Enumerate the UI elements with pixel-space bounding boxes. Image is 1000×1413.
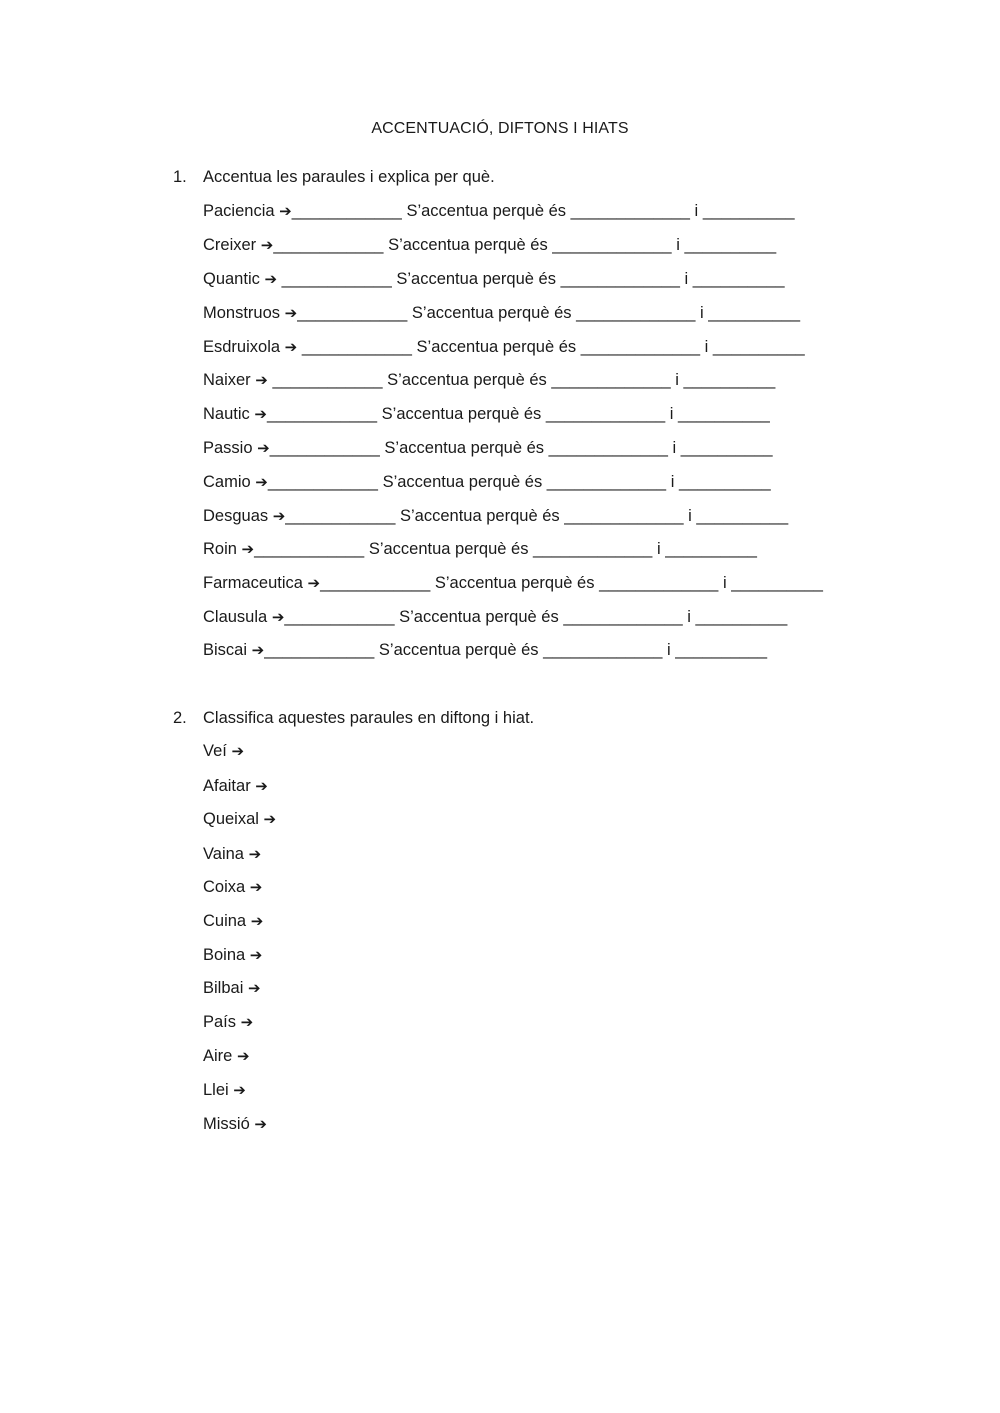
answer-blank[interactable]: _____________: [560, 270, 680, 288]
q2-item: [203, 1115, 267, 1134]
answer-blank[interactable]: __________: [678, 473, 771, 491]
q1-conjunction: i: [700, 304, 704, 322]
q1-word: Creixer: [203, 236, 257, 254]
q1-item: [203, 371, 775, 390]
q2-word: Aire: [203, 1047, 233, 1065]
q2-item: [203, 845, 261, 864]
q1-item: [203, 507, 788, 526]
answer-blank[interactable]: __________: [692, 270, 785, 288]
q1-explanation: S’accentua perquè és: [381, 405, 542, 423]
q2-item: [203, 1047, 250, 1066]
arrow-right-icon: ➔: [249, 946, 263, 964]
q1-conjunction: i: [667, 641, 671, 659]
q1-item: [203, 540, 757, 559]
answer-blank[interactable]: _____________: [545, 405, 666, 423]
q1-conjunction: i: [675, 371, 679, 389]
q1-conjunction: i: [687, 608, 691, 626]
q2-item: [203, 912, 263, 931]
arrow-right-icon: ➔: [249, 878, 263, 896]
q1-conjunction: i: [676, 236, 680, 254]
arrow-right-icon: ➔: [233, 1081, 246, 1099]
answer-blank[interactable]: ____________: [284, 608, 395, 626]
answer-blank[interactable]: __________: [702, 202, 795, 220]
answer-blank[interactable]: ____________: [273, 236, 384, 254]
q1-item: [203, 473, 771, 492]
answer-blank[interactable]: ____________: [266, 405, 378, 423]
q1-word: Quantic: [203, 270, 260, 288]
q1-word: Naixer: [203, 371, 251, 389]
arrow-right-icon: ➔: [255, 777, 268, 795]
arrow-right-icon: ➔: [250, 912, 264, 930]
q1-word: Camio: [203, 473, 251, 491]
q2-word: Boina: [203, 946, 246, 964]
q2-word: País: [203, 1013, 237, 1031]
q2-item: [203, 946, 262, 965]
arrow-right-icon: ➔: [284, 304, 298, 322]
arrow-right-icon: ➔: [251, 641, 265, 659]
q1-word: Monstruos: [203, 304, 281, 322]
question-2-prompt: Classifica aquestes paraules en diftong i hiat.: [203, 709, 535, 727]
arrow-right-icon: ➔: [254, 1115, 267, 1133]
q1-conjunction: i: [670, 473, 675, 491]
q2-item: [203, 878, 262, 897]
q1-explanation: S’accentua perquè és: [382, 473, 543, 491]
arrow-right-icon: ➔: [264, 270, 278, 288]
arrow-right-icon: ➔: [236, 1047, 250, 1065]
q2-word: Bilbai: [203, 979, 244, 997]
question-1-number: 1.: [173, 168, 187, 186]
q1-item: [203, 304, 800, 323]
arrow-right-icon: ➔: [255, 371, 268, 389]
q2-word: Cuina: [203, 912, 247, 930]
q1-word: Paciencia: [203, 202, 275, 220]
q1-explanation: S’accentua perquè és: [388, 236, 548, 254]
answer-blank[interactable]: ____________: [269, 439, 380, 457]
question-2-heading: [173, 709, 534, 728]
answer-blank[interactable]: __________: [696, 507, 789, 525]
arrow-right-icon: ➔: [271, 608, 285, 626]
answer-blank[interactable]: ____________: [297, 304, 408, 322]
answer-blank[interactable]: ____________: [291, 202, 402, 220]
q2-word: Veí: [203, 742, 227, 760]
answer-blank[interactable]: _____________: [551, 371, 671, 389]
arrow-right-icon: ➔: [248, 845, 262, 863]
answer-blank[interactable]: __________: [708, 304, 801, 322]
arrow-right-icon: ➔: [241, 540, 255, 558]
q2-word: Llei: [203, 1081, 229, 1099]
q2-word: Queixal: [203, 810, 259, 828]
answer-blank[interactable]: __________: [684, 236, 777, 254]
answer-blank[interactable]: __________: [683, 371, 776, 389]
answer-blank[interactable]: _____________: [599, 574, 719, 592]
answer-blank[interactable]: ____________: [264, 641, 375, 659]
answer-blank[interactable]: __________: [665, 540, 757, 558]
answer-blank[interactable]: ____________: [272, 371, 383, 389]
arrow-right-icon: ➔: [254, 405, 267, 423]
arrow-right-icon: ➔: [260, 236, 274, 254]
q1-item: [203, 270, 785, 289]
answer-blank[interactable]: __________: [678, 405, 770, 423]
q1-item: [203, 236, 776, 255]
q2-item: [203, 777, 268, 796]
answer-blank[interactable]: ____________: [267, 473, 378, 491]
answer-blank[interactable]: _____________: [563, 608, 683, 626]
answer-blank[interactable]: _____________: [580, 338, 701, 356]
q1-conjunction: i: [672, 439, 677, 457]
q2-item: [203, 1013, 253, 1032]
answer-blank[interactable]: ____________: [301, 338, 412, 356]
answer-blank[interactable]: ____________: [254, 540, 365, 558]
q1-conjunction: i: [684, 270, 689, 288]
q1-explanation: S’accentua perquè és: [411, 304, 572, 322]
answer-blank[interactable]: _____________: [564, 507, 684, 525]
q2-word: Coixa: [203, 878, 246, 896]
arrow-right-icon: ➔: [231, 742, 245, 760]
arrow-right-icon: ➔: [247, 979, 261, 997]
q1-explanation: S’accentua perquè és: [416, 338, 577, 356]
answer-blank[interactable]: _____________: [546, 473, 667, 491]
answer-blank[interactable]: _____________: [533, 540, 653, 558]
q1-explanation: S’accentua perquè és: [434, 574, 595, 592]
q1-item: [203, 439, 773, 458]
answer-blank[interactable]: __________: [675, 641, 768, 659]
answer-blank[interactable]: _____________: [543, 641, 663, 659]
answer-blank[interactable]: _____________: [548, 439, 668, 457]
arrow-right-icon: ➔: [284, 338, 298, 356]
q1-explanation: S’accentua perquè és: [378, 641, 539, 659]
q1-word: Roin: [203, 540, 237, 558]
q1-item: [203, 608, 787, 627]
q1-explanation: S’accentua perquè és: [396, 270, 556, 288]
q1-conjunction: i: [722, 574, 727, 592]
q1-conjunction: i: [669, 405, 674, 423]
answer-blank[interactable]: ____________: [320, 574, 431, 592]
q2-word: Vaina: [203, 845, 244, 863]
question-1-heading: [173, 168, 495, 187]
answer-blank[interactable]: ____________: [281, 270, 392, 288]
q2-item: [203, 742, 244, 761]
answer-blank[interactable]: __________: [695, 608, 788, 626]
q2-item: [203, 979, 261, 998]
arrow-right-icon: ➔: [272, 507, 286, 525]
q1-conjunction: i: [688, 507, 692, 525]
q2-word: Afaitar: [203, 777, 251, 795]
q1-item: [203, 641, 767, 660]
q1-word: Biscai: [203, 641, 248, 659]
question-1-prompt: Accentua les paraules i explica per què.: [203, 168, 495, 186]
q2-item: [203, 810, 276, 829]
arrow-right-icon: ➔: [279, 202, 292, 220]
q1-word: Esdruixola: [203, 338, 281, 356]
q1-explanation: S’accentua perquè és: [399, 608, 559, 626]
q1-explanation: S’accentua perquè és: [400, 507, 560, 525]
arrow-right-icon: ➔: [240, 1013, 254, 1031]
q1-conjunction: i: [704, 338, 709, 356]
q1-word: Farmaceutica: [203, 574, 303, 592]
q1-explanation: S’accentua perquè és: [406, 202, 567, 220]
answer-blank[interactable]: _____________: [576, 304, 696, 322]
page-title: ACCENTUACIÓ, DIFTONS I HIATS: [371, 120, 629, 137]
q1-item: [203, 202, 795, 221]
q1-word: Desguas: [203, 507, 269, 525]
arrow-right-icon: ➔: [263, 810, 277, 828]
arrow-right-icon: ➔: [257, 439, 270, 457]
q1-word: Passio: [203, 439, 253, 457]
q1-explanation: S’accentua perquè és: [387, 371, 547, 389]
q1-item: [203, 338, 805, 357]
q1-conjunction: i: [656, 540, 661, 558]
answer-blank[interactable]: _____________: [570, 202, 690, 220]
q2-word: Missió: [203, 1115, 250, 1133]
q1-word: Nautic: [203, 405, 250, 423]
q1-conjunction: i: [694, 202, 699, 220]
q1-word: Clausula: [203, 608, 268, 626]
question-2-number: 2.: [173, 709, 187, 727]
q1-item: [203, 574, 823, 593]
arrow-right-icon: ➔: [307, 574, 321, 592]
answer-blank[interactable]: _____________: [552, 236, 672, 254]
answer-blank[interactable]: ____________: [285, 507, 396, 525]
arrow-right-icon: ➔: [255, 473, 268, 491]
q1-item: [203, 405, 770, 424]
answer-blank[interactable]: __________: [712, 338, 805, 356]
q2-item: [203, 1081, 246, 1100]
answer-blank[interactable]: __________: [680, 439, 773, 457]
q1-explanation: S’accentua perquè és: [384, 439, 545, 457]
answer-blank[interactable]: __________: [731, 574, 823, 592]
q1-explanation: S’accentua perquè és: [368, 540, 529, 558]
